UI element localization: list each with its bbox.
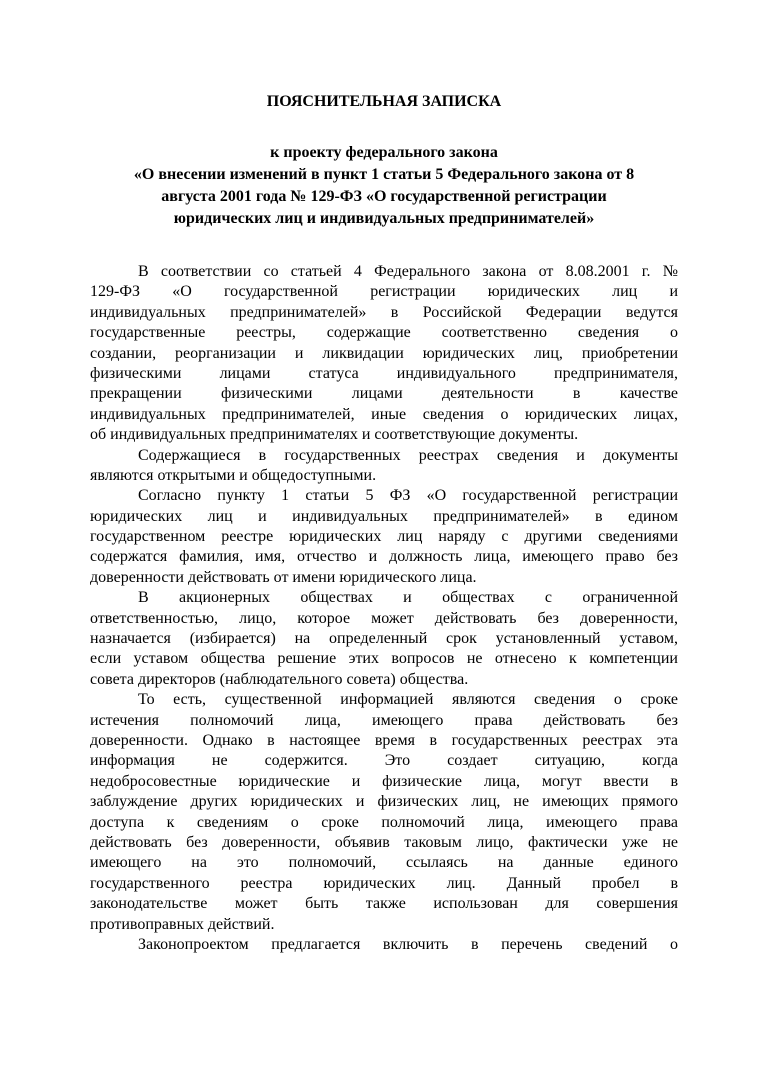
text-line: прекращении физическими лицами деятельности в качестве	[90, 385, 678, 403]
text-line: доверенности. Однако в настоящее время в государственных реестрах эта	[90, 731, 678, 749]
text-line: назначается (избирается) на определенный срок установленный уставом,	[90, 630, 678, 648]
text-line: Законопроектом предлагается включить в перечень сведений о	[138, 935, 678, 953]
text-line: об индивидуальных предпринимателях и соответствующие документы.	[90, 426, 579, 444]
document-subtitle	[90, 142, 678, 230]
text-line: законодательстве может быть также использован для совершения	[90, 895, 678, 913]
text-line: 129-ФЗ «О государственной регистрации юридических лиц и	[90, 283, 678, 301]
document-body	[90, 262, 678, 955]
text-line: истечения полномочий лица, имеющего права действовать без	[90, 711, 678, 729]
text-line: действовать без доверенности, объявив таковым лицо, фактически уже не	[90, 833, 678, 851]
text-line: индивидуальных предпринимателей» в Российской Федерации ведутся	[90, 303, 678, 321]
text-line: информация не содержится. Это создает ситуацию, когда	[90, 752, 678, 770]
text-line: имеющего на это полномочий, ссылаясь на данные единого	[90, 854, 678, 872]
text-line: недобросовестные юридические и физические лица, могут ввести в	[90, 772, 678, 790]
text-line: если уставом общества решение этих вопросов не отнесено к компетенции	[90, 650, 678, 668]
subtitle-line: юридических лиц и индивидуальных предпринимателей»	[173, 210, 595, 227]
text-line: государственном реестре юридических лиц наряду с другими сведениями	[90, 528, 678, 546]
text-line: содержатся фамилия, имя, отчество и должность лица, имеющего право без	[90, 548, 678, 566]
text-line: государственные реестры, содержащие соответственно сведения о	[90, 324, 678, 342]
text-line: физическими лицами статуса индивидуального предпринимателя,	[90, 364, 678, 382]
subtitle-line: «О внесении изменений в пункт 1 статьи 5 Федерального закона от 8	[133, 166, 635, 183]
document-title: ПОЯСНИТЕЛЬНАЯ ЗАПИСКА	[266, 93, 502, 110]
subtitle-line: к проекту федерального закона	[270, 144, 498, 161]
text-line: заблуждение других юридических и физических лиц, не имеющих прямого	[90, 793, 678, 811]
subtitle-line: августа 2001 года № 129-ФЗ «О государственной регистрации	[161, 188, 607, 205]
text-line: государственного реестра юридических лиц. Данный пробел в	[90, 874, 678, 892]
text-line: являются открытыми и общедоступными.	[90, 466, 377, 484]
text-line: юридических лиц и индивидуальных предпринимателей» в едином	[90, 507, 678, 525]
text-line: противоправных действий.	[90, 915, 275, 933]
text-line: В соответствии со статьей 4 Федерального закона от 8.08.2001 г. №	[138, 263, 678, 280]
text-line: ответственностью, лицо, которое может действовать без доверенности,	[90, 609, 678, 627]
text-line: совета директоров (наблюдательного совета) общества.	[90, 670, 469, 688]
text-line: доверенности действовать от имени юридического лица.	[90, 568, 477, 586]
text-line: В акционерных обществах и обществах с ограниченной	[138, 589, 678, 607]
text-line: доступа к сведениям о сроке полномочий лица, имеющего права	[90, 813, 678, 831]
text-line: создании, реорганизации и ликвидации юридических лиц, приобретении	[90, 344, 678, 362]
text-line: Содержащиеся в государственных реестрах сведения и документы	[138, 446, 678, 464]
text-line: Согласно пункту 1 статьи 5 ФЗ «О государственной регистрации	[138, 487, 678, 505]
text-line: индивидуальных предпринимателей, иные сведения о юридических лицах,	[90, 405, 678, 423]
text-line: То есть, существенной информацией являются сведения о сроке	[138, 691, 678, 709]
